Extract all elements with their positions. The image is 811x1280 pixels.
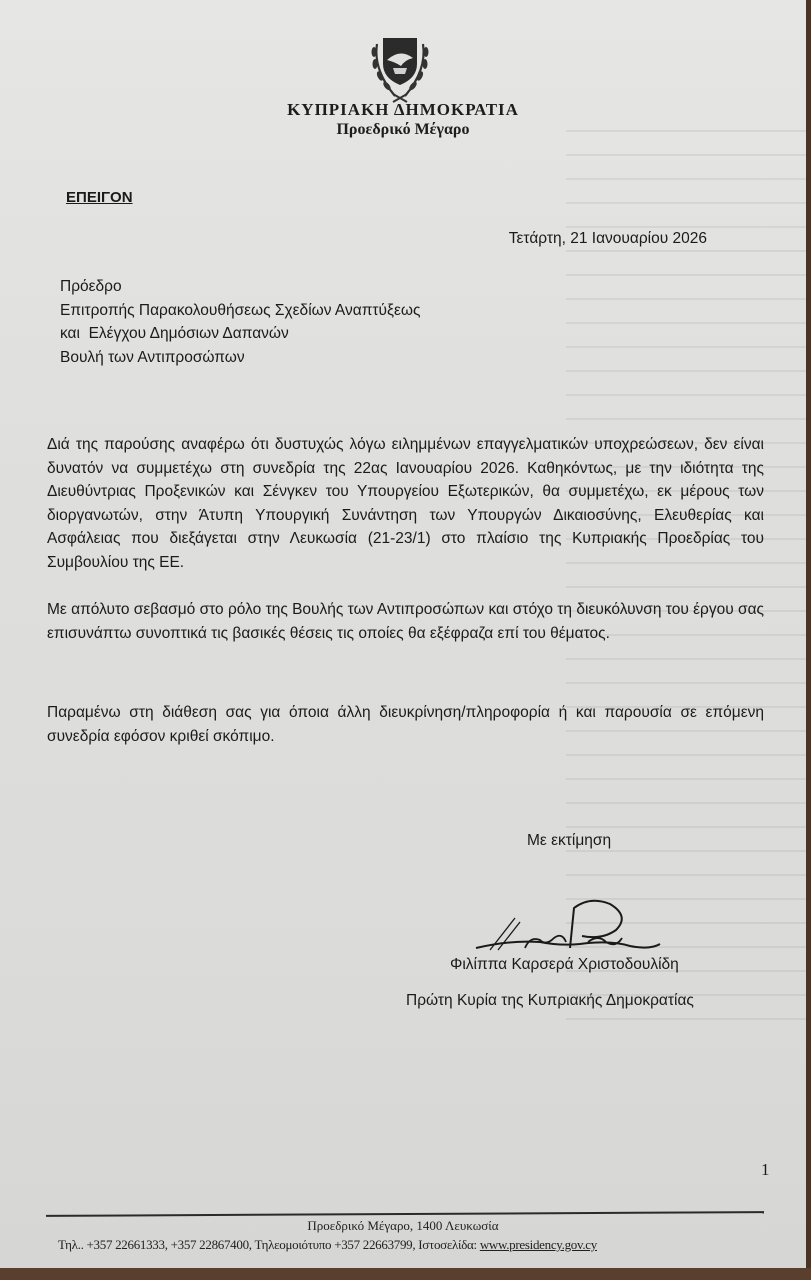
footer-contact-text: Τηλ.. +357 22661333, +357 22867400, Τηλεομοιότυπο +357 22663799, Ιστοσελίδα: [58,1237,480,1252]
footer-contact [58,1237,597,1253]
body-paragraph: Παραμένω στη διάθεση σας για όποια άλλη διευκρίνηση/πληροφορία ή και παρουσία σε επόμενη συνεδρία εφόσον κριθεί σκόπιμο. [47,704,764,745]
recipient-line: Επιτροπής Παρακολουθήσεως Σχεδίων Αναπτύξεως [60,301,421,319]
recipient-block [60,275,420,369]
letter-date: Τετάρτη, 21 Ιανουαρίου 2026 [508,230,707,247]
footer-address: Προεδρικό Μέγαρο, 1400 Λευκωσία [307,1218,499,1233]
closing-salutation: Με εκτίμηση [527,832,612,849]
urgent-label: ΕΠΕΙΓΟΝ [66,189,133,206]
signatory-name: Φιλίππα Καρσερά Χριστοδουλίδη [450,956,679,973]
desk-edge-bottom [0,1268,811,1280]
letterhead-country: ΚΥΠΡΙΑΚΗ ΔΗΜΟΚΡΑΤΙΑ [287,100,519,119]
recipient-line: Βουλή των Αντιπροσώπων [60,348,245,366]
desk-edge-right [806,0,811,1280]
signatory-title: Πρώτη Κυρία της Κυπριακής Δημοκρατίας [406,992,694,1009]
footer-website-link[interactable]: www.presidency.gov.cy [479,1237,597,1252]
footer-divider [46,1211,764,1217]
body-paragraph: Με απόλυτο σεβασμό στο ρόλο της Βουλής των Αντιπροσώπων και στόχο τη διευκόλυνση του έργου σας επισυνάπτω συνοπτικά τις βασικές θέσεις τις οποίες θα εξέφραζα επί του θέματος. [47,601,764,642]
page-number: 1 [761,1160,770,1179]
coat-of-arms-icon [365,30,435,105]
recipient-line: και Ελέγχου Δημόσιων Δαπανών [60,325,289,342]
signature-icon [470,890,670,960]
letterhead-office: Προεδρικό Μέγαρο [336,121,470,138]
recipient-line: Πρόεδρο [60,278,122,295]
body-paragraph: Διά της παρούσης αναφέρω ότι δυστυχώς λόγω ειλημμένων επαγγελματικών υποχρεώσεων, δεν είναι δυνατόν να συμμετέχω στη συνεδρία της 22ας Ιανουαρίου 2026. Καθηκόντως, με την ιδιότητα της Διευθύντριας Προξενικών και Σένγκεν του Υπουργείου Εξωτερικών, θα συμμετέχω, εκ μέρους των διοργανωτών, στην Άτυπη Υπουργική Συνάντηση των Υπουργών Δικαιοσύνης, Ελευθερίας και Ασφάλειας που διεξάγεται στην Λευκωσία (21-23/1) στο πλαίσιο της Κυπριακής Προεδρίας του Συμβουλίου της ΕΕ. [47,436,764,571]
